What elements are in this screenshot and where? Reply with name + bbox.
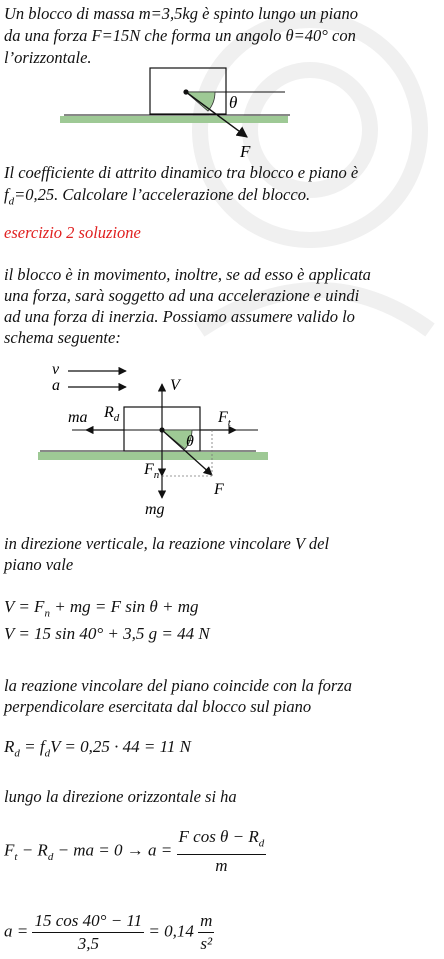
force-F-label: F: [214, 481, 224, 498]
solution-title: esercizio 2 soluzione: [4, 223, 141, 242]
force-label: F: [240, 142, 251, 161]
unit-fraction: $\frac{m}{\text{s²}}$: [200, 911, 213, 953]
tangential-force-label: $F_t$: [218, 409, 231, 429]
problem-line-3: l’orizzontale.: [4, 48, 92, 67]
acceleration-fraction: $\frac{F \cos \theta - R_d}{m}$: [178, 827, 265, 876]
equation-acceleration-value: a = $\frac{15 \cos 40^\circ - 11}{3,5}$ = 0,14 $\frac{m}{\text{s²}}$: [4, 911, 213, 953]
acceleration-label: a: [52, 377, 60, 394]
normal-component-label: $F_n$: [144, 461, 160, 481]
problem-line-1: Un blocco di massa m=3,5kg è spinto lungo un piano: [4, 4, 358, 23]
ground-hatch: [60, 116, 288, 123]
intro-line-3: ad una forza di inerzia. Possiamo assumere valido lo: [4, 307, 355, 326]
equation-friction: $R_d = f_dV = 0,25 \cdot 44 = 11$ N: [4, 737, 191, 760]
intro-line-4: schema seguente:: [4, 328, 121, 347]
vertical-line-1: in direzione verticale, la reazione vincolare V del: [4, 534, 330, 553]
equation-V-value: V = 15 sin 40° + 3,5 g = 44 N: [4, 624, 210, 643]
equation-V-definition: $V = F_n$ + mg = F sin θ + mg: [4, 597, 199, 620]
reaction-line-1: la reazione vincolare del piano coincide con la forza: [4, 676, 352, 695]
figure-block-on-plane: [0, 62, 444, 162]
intro-line-1: il blocco è in movimento, inoltre, se ad esso è applicata: [4, 265, 371, 284]
friction-line-1: Il coefficiente di attrito dinamico tra blocco e piano è: [4, 163, 359, 182]
intro-line-2: una forza, sarà soggetto ad una accelerazione e uindi: [4, 286, 360, 305]
free-body-diagram: [0, 355, 444, 520]
numeric-fraction: $\frac{15 \cos 40^\circ - 11}{3,5}$: [34, 911, 143, 953]
friction-label: $R_d$: [104, 404, 120, 424]
velocity-label: v: [52, 361, 60, 378]
ground-hatch: [38, 452, 268, 460]
reaction-V-label: V: [170, 377, 180, 394]
equation-acceleration-formula: $F_t - R_d$ − ma = 0 → a = $\frac{F \cos \theta - R_d}{m}$: [4, 827, 265, 876]
horizontal-line: lungo la direzione orizzontale si ha: [4, 787, 237, 806]
reaction-line-2: perpendicolare esercitata dal blocco sul piano: [4, 697, 312, 716]
problem-line-2: da una forza F=15N che forma un angolo θ=40° con: [4, 26, 356, 45]
friction-line-2: $f_d=0,25$. Calcolare l’accelerazione del blocco.: [4, 185, 311, 208]
theta-label: θ: [186, 433, 194, 450]
inertia-label: ma: [68, 409, 88, 426]
weight-label: mg: [145, 501, 165, 518]
vertical-line-2: piano vale: [4, 555, 74, 574]
theta-label: θ: [229, 93, 238, 112]
